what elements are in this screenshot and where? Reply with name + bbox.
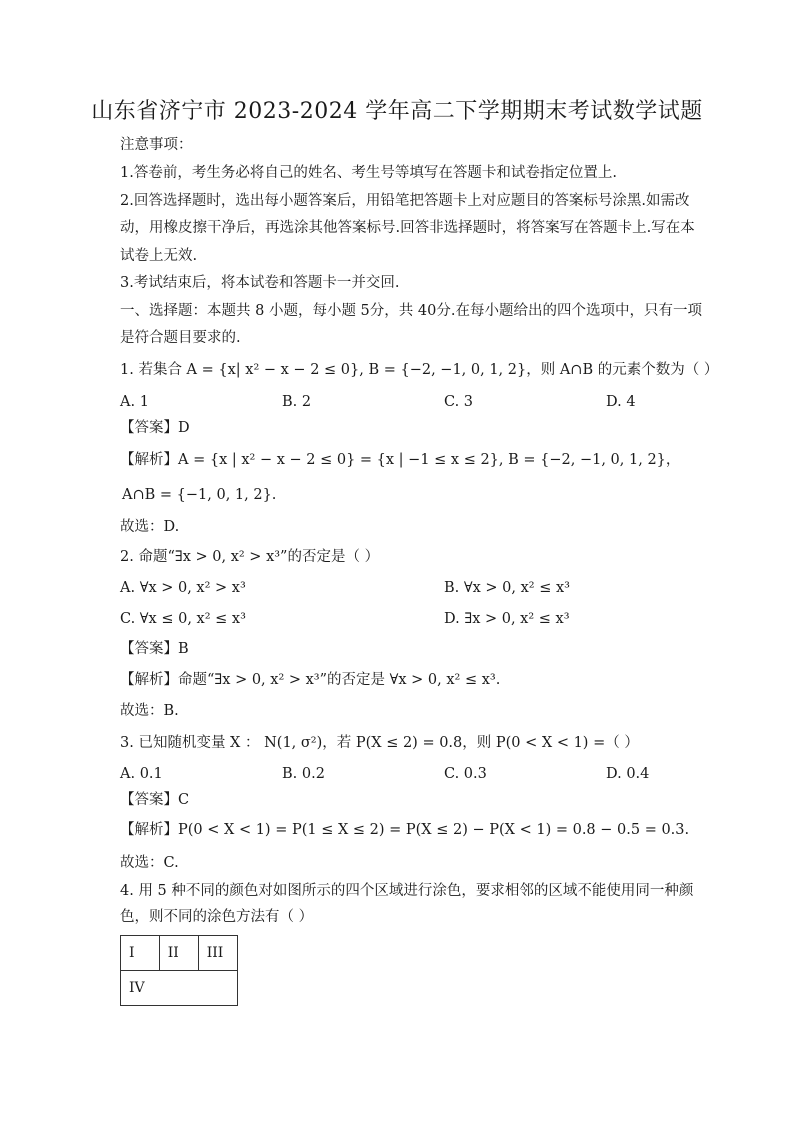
q1-option-a: A. 1 [120,394,149,410]
q4-stem-line-1: 4. 用 5 种不同的颜色对如图所示的四个区域进行涂色，要求相邻的区域不能使用同一种颜 [120,883,694,899]
q1-analysis-line-1: 【解析】A = {x | x² − x − 2 ≤ 0} = {x | −1 ≤ x ≤ 2}, B = {−2, −1, 0, 1, 2}， [120,452,681,468]
q3-analysis: 【解析】P(0 < X < 1) = P(1 ≤ X ≤ 2) = P(X ≤ 2) − P(X < 1) = 0.8 − 0.5 = 0.3. [120,822,690,838]
q1-option-b: B. 2 [282,394,312,410]
region-figure [120,935,238,1006]
region-1: I [121,936,160,971]
q1-conclusion: 故选：D. [120,519,180,535]
notice-item-3: 3.考试结束后，将本试卷和答题卡一并交回. [120,275,400,291]
region-4: IV [121,971,238,1006]
notice-item-2-line-3: 试卷上无效. [120,248,198,264]
q3-answer: 【答案】C [120,792,190,808]
q3-option-a: A. 0.1 [120,766,163,782]
section-heading-line-2: 是符合题目要求的. [120,330,241,346]
notice-item-2-line-1: 2.回答选择题时，选出每小题答案后，用铅笔把答题卡上对应题目的答案标号涂黑.如需改 [120,193,690,209]
q1-stem: 1. 若集合 A = {x| x² − x − 2 ≤ 0}, B = {−2, −1, 0, 1, 2}，则 A∩B 的元素个数为（ ） [120,362,719,378]
region-2: II [159,936,198,971]
q3-option-b: B. 0.2 [282,766,325,782]
notice-item-2-line-2: 动，用橡皮擦干净后，再选涂其他答案标号.回答非选择题时，将答案写在答题卡上.写在本 [120,220,695,236]
notice-item-1: 1.答卷前，考生务必将自己的姓名、考生号等填写在答题卡和试卷指定位置上. [120,165,617,181]
q2-option-b: B. ∀x > 0, x² ≤ x³ [444,580,570,596]
q2-option-d: D. ∃x > 0, x² ≤ x³ [444,611,570,627]
q1-analysis-line-2: A∩B = {−1, 0, 1, 2}. [122,487,277,503]
q1-answer: 【答案】D [120,420,190,436]
section-heading-line-1: 一、选择题：本题共 8 小题，每小题 5分，共 40分.在每小题给出的四个选项中，只有一项 [120,303,702,319]
q3-conclusion: 故选：C. [120,855,179,871]
q3-option-c: C. 0.3 [444,766,487,782]
q3-stem: 3. 已知随机变量 X ： N(1, σ²)，若 P(X ≤ 2) = 0.8，则 P(0 < X < 1) =（ ） [120,735,639,751]
q2-option-a: A. ∀x > 0, x² > x³ [120,580,246,596]
q2-stem: 2. 命题“∃x > 0, x² > x³”的否定是（ ） [120,549,380,565]
q2-answer: 【答案】B [120,641,189,657]
q4-stem-line-2: 色，则不同的涂色方法有（ ） [120,909,314,925]
page-title: 山东省济宁市 2023-2024 学年高二下学期期末考试数学试题 [91,99,703,124]
q3-option-d: D. 0.4 [606,766,650,782]
notice-heading: 注意事项： [120,137,193,153]
region-3: III [198,936,237,971]
q1-option-c: C. 3 [444,394,474,410]
q2-conclusion: 故选：B. [120,703,179,719]
q1-option-d: D. 4 [606,394,636,410]
q2-option-c: C. ∀x ≤ 0, x² ≤ x³ [120,611,246,627]
q2-analysis: 【解析】命题“∃x > 0, x² > x³”的否定是 ∀x > 0, x² ≤ x³. [120,672,501,688]
